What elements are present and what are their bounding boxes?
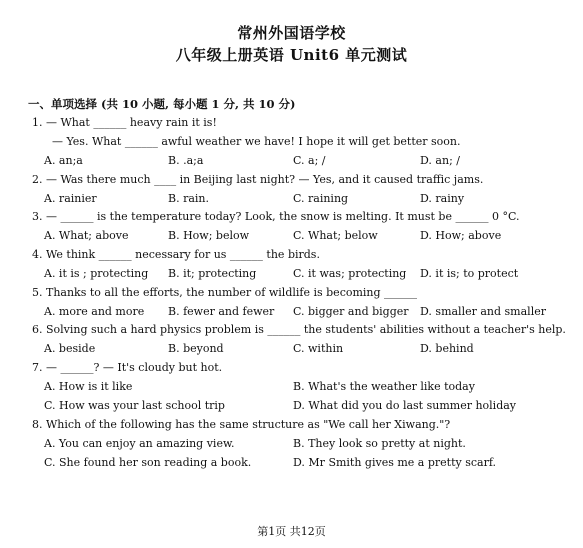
q5-option-c: C. bigger and bigger — [293, 305, 409, 318]
q4-option-a: A. it is ; protecting — [44, 267, 149, 280]
q8-option-c: C. She found her son reading a book. — [44, 456, 252, 469]
q4-option-d: D. it is; to protect — [420, 267, 519, 280]
q5-option-d: D. smaller and smaller — [420, 305, 546, 318]
q3-option-c: C. What; below — [293, 229, 378, 242]
question-3-line-1: 3. — ______ is the temperature today? Look, the snow is melting. It must be ______ 0 °C. — [32, 210, 520, 223]
q2-option-d: D. rainy — [420, 192, 465, 205]
q6-option-d: D. behind — [420, 342, 474, 355]
q1-option-a: A. an;a — [44, 154, 83, 167]
q2-option-a: A. rainier — [44, 192, 97, 205]
q3-option-d: D. How; above — [420, 229, 502, 242]
question-7-line-1: 7. — ______? — It's cloudy but hot. — [32, 361, 223, 374]
q6-option-b: B. beyond — [168, 342, 224, 355]
q2-option-c: C. raining — [293, 192, 349, 205]
page-number: 第1页 共12页 — [257, 525, 326, 538]
question-4-line-1: 4. We think ______ necessary for us ______ the birds. — [32, 248, 320, 261]
q4-option-c: C. it was; protecting — [293, 267, 407, 280]
question-1-line-1: 1. — What ______ heavy rain it is! — [32, 116, 217, 129]
question-6-line-1: 6. Solving such a hard physics problem is ______ the students' abilities without a teacher's help. — [32, 323, 566, 336]
test-title: 八年级上册英语 Unit6 单元测试 — [175, 46, 408, 64]
q1-option-d: D. an; / — [420, 154, 460, 167]
q8-option-a: A. You can enjoy an amazing view. — [44, 437, 235, 450]
q1-option-c: C. a; / — [293, 154, 326, 167]
question-1-line-2: — Yes. What ______ awful weather we have! I hope it will get better soon. — [52, 135, 461, 148]
question-2-line-1: 2. — Was there much ____ in Beijing last night? — Yes, and it caused traffic jams. — [32, 173, 484, 186]
q6-option-a: A. beside — [44, 342, 96, 355]
q3-option-a: A. What; above — [44, 229, 129, 242]
q6-option-c: C. within — [293, 342, 344, 355]
section-heading: 一、单项选择 (共 10 小题, 每小题 1 分, 共 10 分) — [28, 97, 296, 111]
q1-option-b: B. .a;a — [168, 154, 204, 167]
q5-option-b: B. fewer and fewer — [168, 305, 275, 318]
q2-option-b: B. rain. — [168, 192, 209, 205]
q7-option-b: B. What's the weather like today — [293, 380, 475, 393]
question-5-line-1: 5. Thanks to all the efforts, the number of wildlife is becoming ______ — [32, 286, 418, 299]
school-name: 常州外国语学校 — [237, 24, 346, 42]
q7-option-a: A. How is it like — [44, 380, 133, 393]
q7-option-c: C. How was your last school trip — [44, 399, 225, 412]
q3-option-b: B. How; below — [168, 229, 250, 242]
q7-option-d: D. What did you do last summer holiday — [293, 399, 517, 412]
q8-option-b: B. They look so pretty at night. — [293, 437, 466, 450]
q4-option-b: B. it; protecting — [168, 267, 257, 280]
q5-option-a: A. more and more — [44, 305, 145, 318]
q8-option-d: D. Mr Smith gives me a pretty scarf. — [293, 456, 497, 469]
question-8-line-1: 8. Which of the following has the same structure as "We call her Xiwang."? — [32, 418, 451, 431]
